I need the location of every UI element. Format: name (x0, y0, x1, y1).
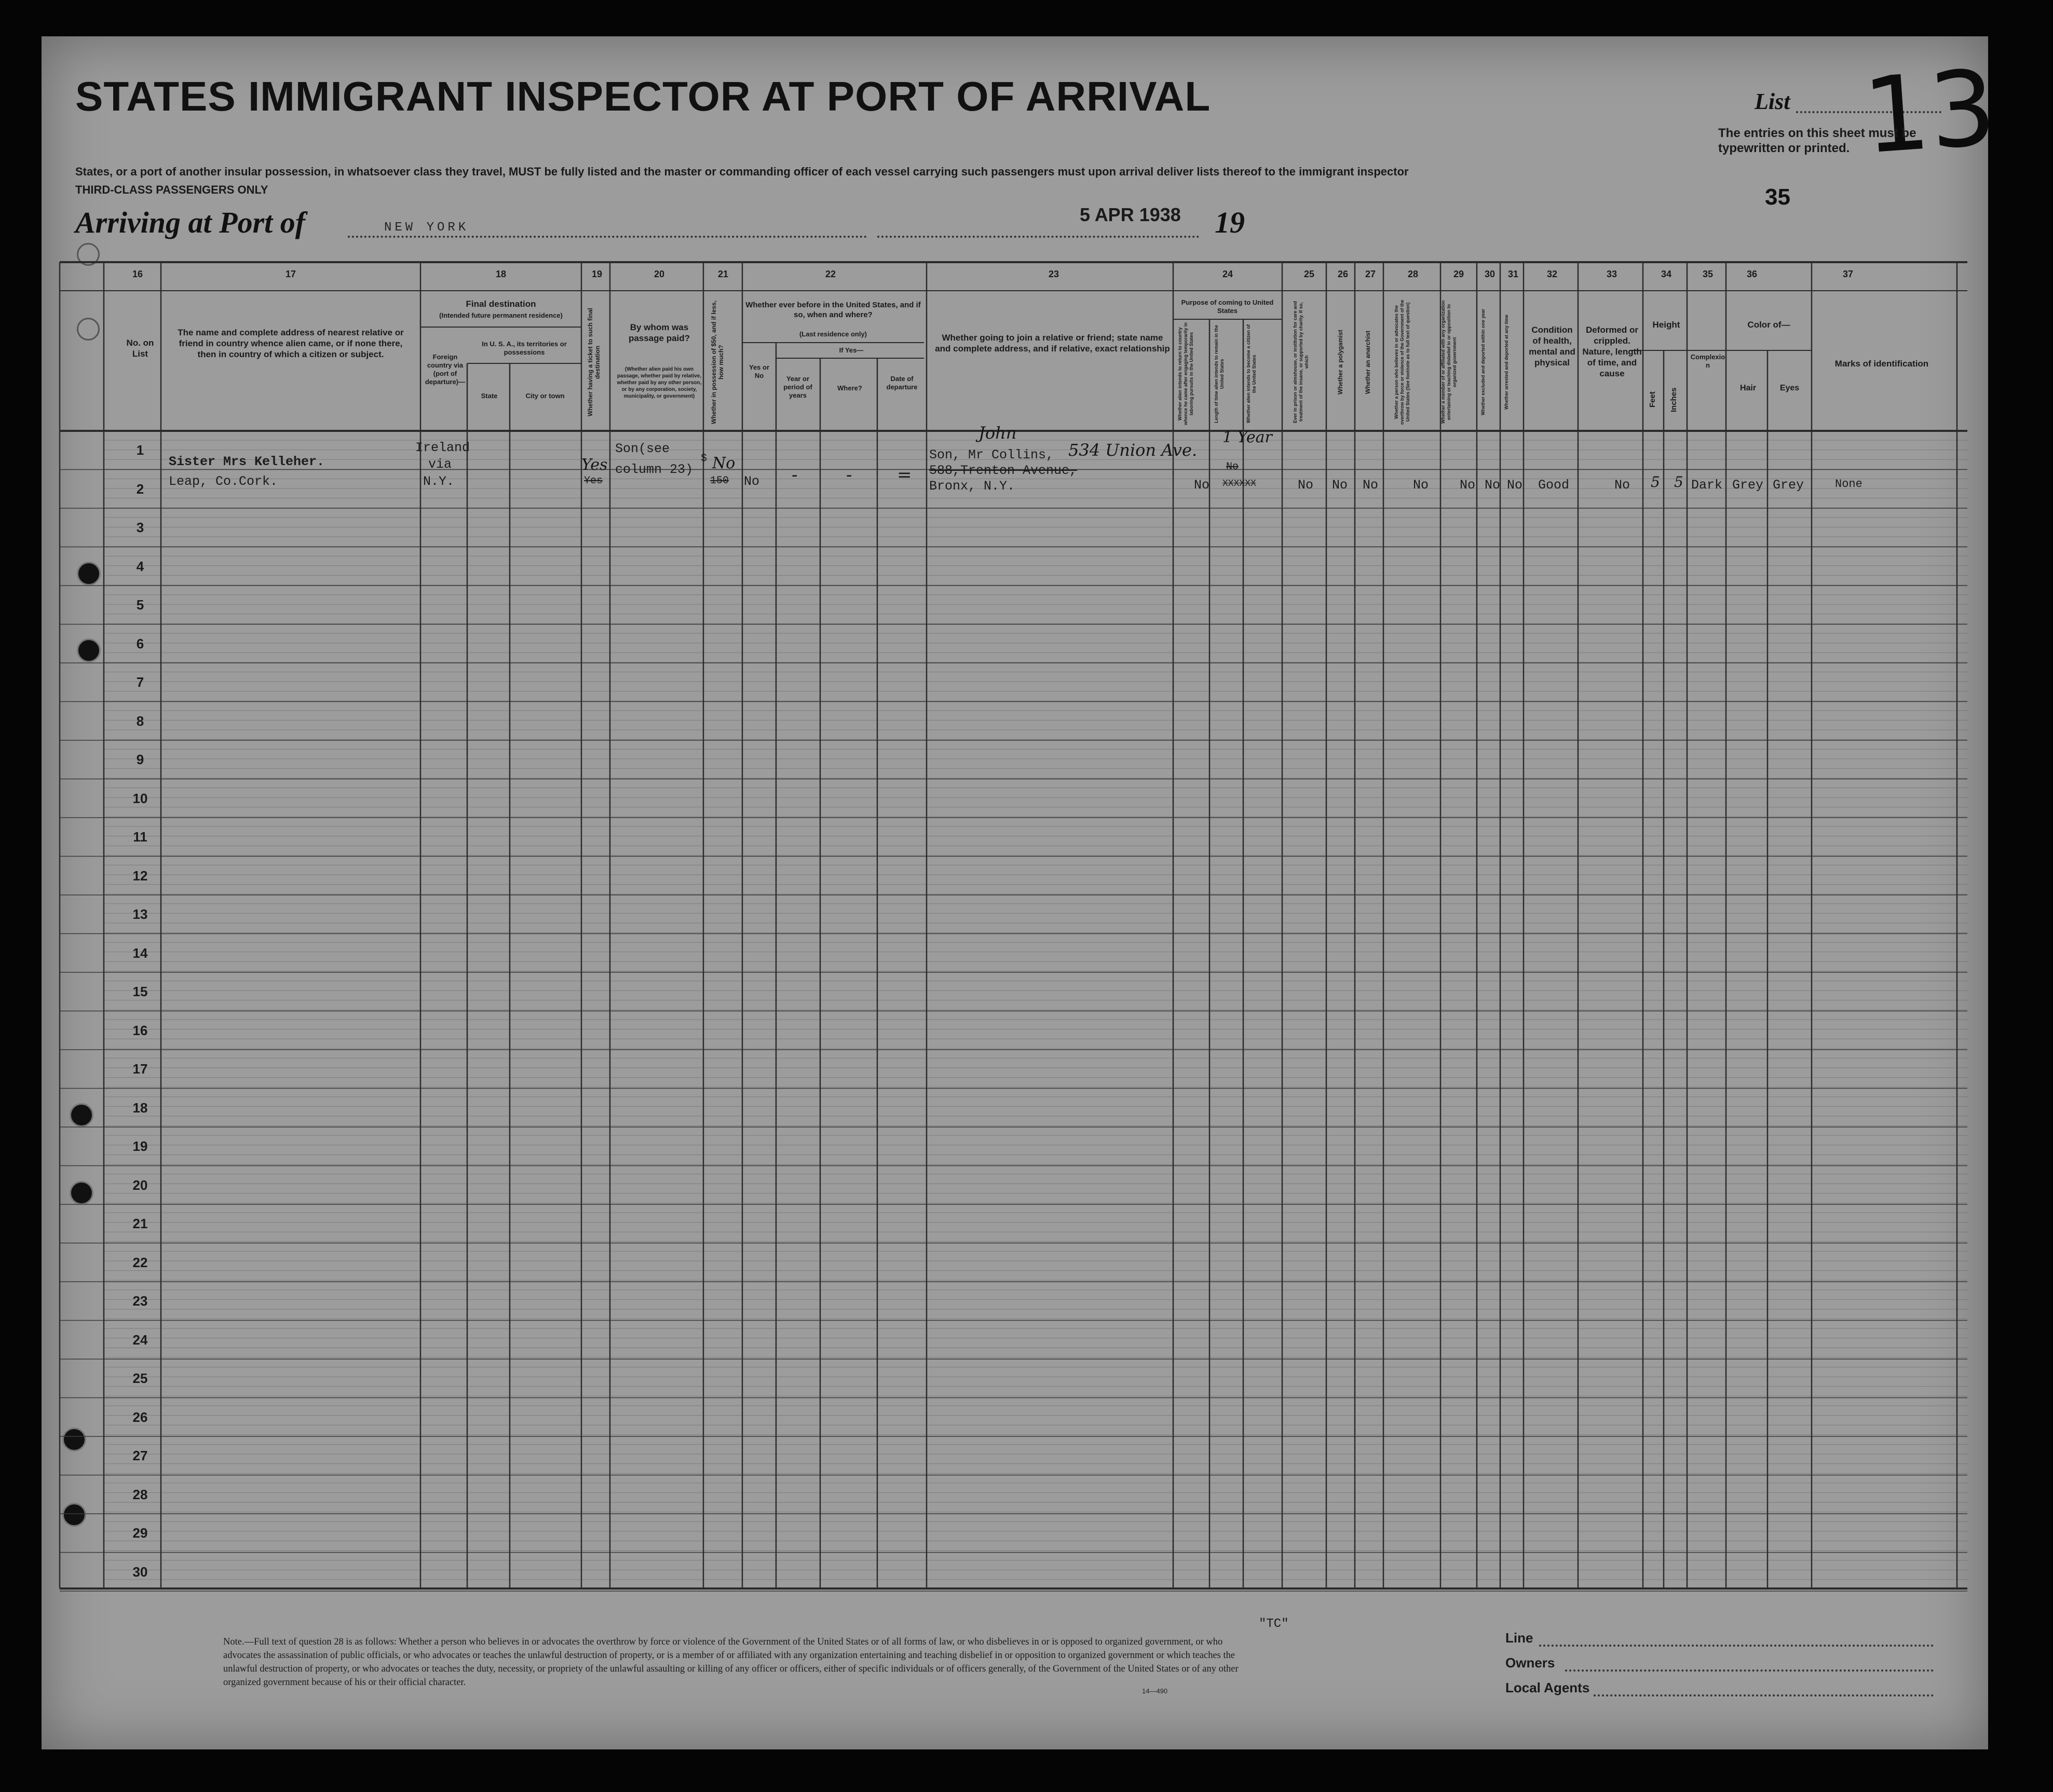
header-ticket: Whether having a ticket to such final destination (587, 308, 601, 416)
header-complexion: Complexion (1690, 353, 1725, 369)
col-num-37: 37 (1842, 269, 1854, 279)
row-number: 20 (132, 1177, 148, 1193)
row-number: 17 (132, 1061, 148, 1077)
header-going-to-join: Whether going to join a relative or friend; state name and complete address, and if relative, exact relationship (935, 333, 1170, 354)
paid-by-value: Son(see (615, 441, 670, 456)
row-number: 7 (136, 674, 144, 690)
header-prison: Ever in prison or almshouse, or institution for care and treatment of the insane, or supported by charity. If so, which (1293, 301, 1309, 424)
date-stamp: 5 APR 1938 (1080, 204, 1181, 225)
list-label: List (1755, 89, 1790, 114)
citizen-struck: XXXXXX (1222, 479, 1256, 489)
row-number: 16 (132, 1022, 148, 1038)
join-address-handwritten: 534 Union Ave. (1068, 440, 1198, 460)
col-num-16: 16 (132, 269, 143, 279)
footnote-question-28: Note.—Full text of question 28 is as follows: Whether a person who believes in or advocates the overthrow by force or violence of the Government of the United States or of all forms of law, or who disbelieves in or is opposed to organized government, or who advocates the assassination of public officials, or who advocates or teaches the unlawful destruction of property, or is a member of or affiliated with any organization entertaining and teaching disbelief in or opposition to organized government or which teaches the unlawful destruction of property, or who advocates or teaches the duty, necessity, or propriety of the unlawful assaulting or killing of any officer or officers, either of specific individuals or of officers generally, of the Government of the United States or of any other organized government because of his or their official character. (223, 1637, 1239, 1688)
row-number: 6 (136, 635, 144, 651)
paid-by-ref: column 23) (615, 462, 694, 477)
foreign-country-value: Ireland (415, 440, 470, 455)
header-foreign-country: Foreign country via (port of departure)— (425, 353, 466, 386)
join-address-struck: 588,Trenton Avenue, (929, 463, 1078, 478)
header-deported: Whether arrested and deported at any time (1504, 314, 1509, 410)
polygamist-value: No (1332, 478, 1348, 493)
before-date-value: = (897, 465, 912, 485)
agents-underline (1594, 1693, 1934, 1696)
header-before-yes-no: Yes or No (749, 363, 770, 379)
header-no-on-list: No. on List (126, 338, 154, 359)
col-num-21: 21 (717, 269, 729, 279)
row-number: 3 (136, 520, 144, 535)
col-num-35: 35 (1702, 269, 1714, 279)
header-color-of: Color of— (1747, 320, 1790, 330)
col-num-32: 32 (1546, 269, 1558, 279)
overthrow-value: No (1413, 478, 1429, 493)
arrival-port: NEW YORK (384, 221, 469, 235)
health-value: Good (1538, 478, 1570, 493)
relative-name: Sister Mrs Kelleher. (169, 454, 325, 469)
row-number: 19 (132, 1138, 148, 1154)
anarchist-value: No (1363, 478, 1379, 493)
join-name-handwritten: John (978, 423, 1017, 443)
passenger-class-line: THIRD-CLASS PASSENGERS ONLY (75, 183, 268, 196)
row-number: 21 (132, 1216, 148, 1231)
form-number: 14—490 (1142, 1687, 1168, 1695)
height-feet-value: 5 (1651, 473, 1660, 491)
excluded-value: No (1485, 478, 1501, 493)
col-num-29: 29 (1453, 269, 1464, 279)
header-inches: Inches (1669, 387, 1678, 412)
header-date-departure: Date of departure (886, 375, 918, 391)
marks-value: None (1835, 478, 1862, 491)
col-num-36: 36 (1746, 269, 1758, 279)
member-value: No (1460, 478, 1476, 493)
header-anarchist: Whether an anarchist (1364, 330, 1371, 394)
before-where-value: - (846, 465, 852, 485)
col-num-26: 26 (1337, 269, 1349, 279)
row-number: 24 (132, 1332, 148, 1348)
col-num-19: 19 (591, 269, 603, 279)
col-num-18: 18 (495, 269, 507, 279)
header-paid-by: By whom was passage paid? (628, 322, 690, 343)
header-member-org: Whether a member of or affiliated with any organization entertaining or teaching disbelief in or opposition to organized government (1440, 300, 1457, 424)
header-final-destination-note: (Intended future permanent residence) (439, 311, 563, 319)
col-num-34: 34 (1661, 269, 1672, 279)
header-money: Whether in possession of $50, and if less, how much? (710, 300, 725, 424)
header-deformed: Deformed or crippled. Nature, length of time, and cause (1582, 325, 1642, 378)
ticket-handwritten: Yes (581, 456, 608, 474)
col-num-25: 25 (1303, 269, 1315, 279)
header-where: Where? (837, 384, 862, 392)
col-num-27: 27 (1365, 269, 1376, 279)
col-num-28: 28 (1407, 269, 1419, 279)
row-number: 9 (136, 752, 144, 767)
foreign-port: N.Y. (423, 474, 455, 489)
row-number: 10 (132, 790, 148, 806)
row-number: 30 (132, 1564, 148, 1580)
header-city: City or town (525, 392, 565, 400)
row-number: 18 (132, 1099, 148, 1116)
row-number: 15 (132, 984, 148, 999)
row-number: 25 (132, 1370, 148, 1386)
ticket-struck: Yes (584, 475, 603, 487)
foreign-via: via (428, 457, 452, 472)
header-feet: Feet (1648, 391, 1657, 408)
header-hair: Hair (1739, 384, 1757, 392)
row-number: 26 (132, 1409, 148, 1425)
col-num-24: 24 (1222, 269, 1233, 279)
line-underline (1539, 1643, 1934, 1647)
page-code: 35 (1765, 184, 1790, 210)
line-label: Line (1505, 1630, 1533, 1646)
header-overthrow: Whether a person who believes in or advocates the overthrow by force or violence of the Government of the United States (See footnote as to full text of question) (1394, 300, 1410, 425)
before-year-value: - (792, 465, 798, 485)
header-in-usa: In U. S. A., its territories or possessions (482, 340, 567, 356)
deported-value: No (1507, 478, 1523, 493)
col-num-17: 17 (285, 269, 296, 279)
join-relationship: Son, Mr Collins, (929, 447, 1054, 463)
row-number: 28 (132, 1486, 148, 1502)
form-title: STATES IMMIGRANT INSPECTOR AT PORT OF ARRIVAL (75, 73, 1211, 119)
row-number: 14 (132, 945, 148, 961)
header-return-intent: Whether alien intends to return to country whence he came after engaging temporarily in laboring pursuits in the United States (1177, 322, 1194, 426)
money-handwritten: No (712, 454, 736, 472)
join-city: Bronx, N.Y. (929, 479, 1015, 494)
arriving-label: Arriving at Port of (75, 206, 306, 239)
before-us-value: No (744, 474, 760, 489)
height-inches-value: 5 (1674, 473, 1683, 491)
col-num-22: 22 (825, 269, 836, 279)
header-state: State (481, 392, 498, 400)
money-dollar: $ (701, 453, 708, 465)
header-health: Condition of health, mental and physical (1529, 325, 1575, 368)
col-num-33: 33 (1606, 269, 1617, 279)
remain-handwritten: 1 Year (1222, 428, 1272, 446)
owners-underline (1565, 1668, 1934, 1672)
col-num-30: 30 (1484, 269, 1495, 279)
header-excluded: Whether excluded and deported within one year (1480, 308, 1486, 416)
row-number: 4 (136, 558, 144, 574)
prison-value: No (1298, 478, 1314, 493)
local-agents-label: Local Agents (1505, 1680, 1590, 1695)
header-remain-length: Length of time alien intends to remain in the United States (1214, 324, 1225, 423)
row-number: 22 (132, 1254, 148, 1270)
row-number: 1 (136, 442, 144, 458)
row-number: 2 (136, 481, 144, 497)
return-intent-value: No (1194, 478, 1210, 493)
owners-label: Owners (1505, 1655, 1555, 1671)
hair-value: Grey (1732, 478, 1764, 493)
complexion-value: Dark (1691, 478, 1723, 493)
header-final-destination: Final destination (466, 299, 536, 309)
deformed-value: No (1614, 478, 1630, 493)
header-if-yes: If Yes— (839, 346, 864, 354)
row-number: 27 (132, 1448, 148, 1463)
col-num-31: 31 (1507, 269, 1519, 279)
row-number: 29 (132, 1525, 148, 1541)
header-before-in-us: Whether ever before in the United States, and if so, when and where? (745, 301, 921, 319)
row-number: 23 (132, 1293, 148, 1309)
header-polygamist: Whether a polygamist (1337, 330, 1344, 395)
row-number: 11 (133, 829, 147, 845)
header-purpose: Purpose of coming to United States (1181, 298, 1274, 315)
typewritten-note: The entries on this sheet must be typewritten or printed. (1718, 126, 1916, 155)
row-number: 13 (132, 906, 148, 922)
header-marks: Marks of identification (1834, 359, 1929, 369)
row-number: 5 (136, 597, 144, 613)
remain-struck: No (1226, 461, 1239, 473)
list-number: 13 (1859, 47, 2000, 178)
header-last-residence: (Last residence only) (799, 330, 867, 338)
money-struck: 150 (710, 475, 729, 487)
year-label: 19 (1215, 206, 1245, 239)
header-year-period: Year or period of years (783, 375, 812, 399)
header-eyes: Eyes (1779, 384, 1800, 392)
form-subtitle: States, or a port of another insular possession, in whatsoever class they travel, MUST be fully listed and the master or commanding officer of each vessel carrying such passengers must upon arrival deliver lists thereof to the immigrant inspector (75, 165, 1409, 178)
row-number: 8 (136, 713, 144, 729)
col-num-20: 20 (654, 269, 665, 279)
header-become-citizen: Whether alien intends to become a citizen of the United States (1246, 324, 1257, 424)
header-nearest-relative: The name and complete address of nearest relative or friend in country whence alien came, or if none there, then in country of which a citizen or subject. (178, 328, 404, 359)
relative-address: Leap, Co.Cork. (169, 474, 278, 489)
col-num-23: 23 (1048, 269, 1059, 279)
header-paid-by-note: (Whether alien paid his own passage, whether paid by relative, whether paid by any other person, or by any corporation, society, municipality, or government) (617, 366, 702, 399)
tc-mark: "TC" (1259, 1617, 1289, 1631)
header-height: Height (1652, 320, 1680, 330)
row-number: 12 (132, 867, 148, 884)
eyes-value: Grey (1773, 478, 1804, 493)
